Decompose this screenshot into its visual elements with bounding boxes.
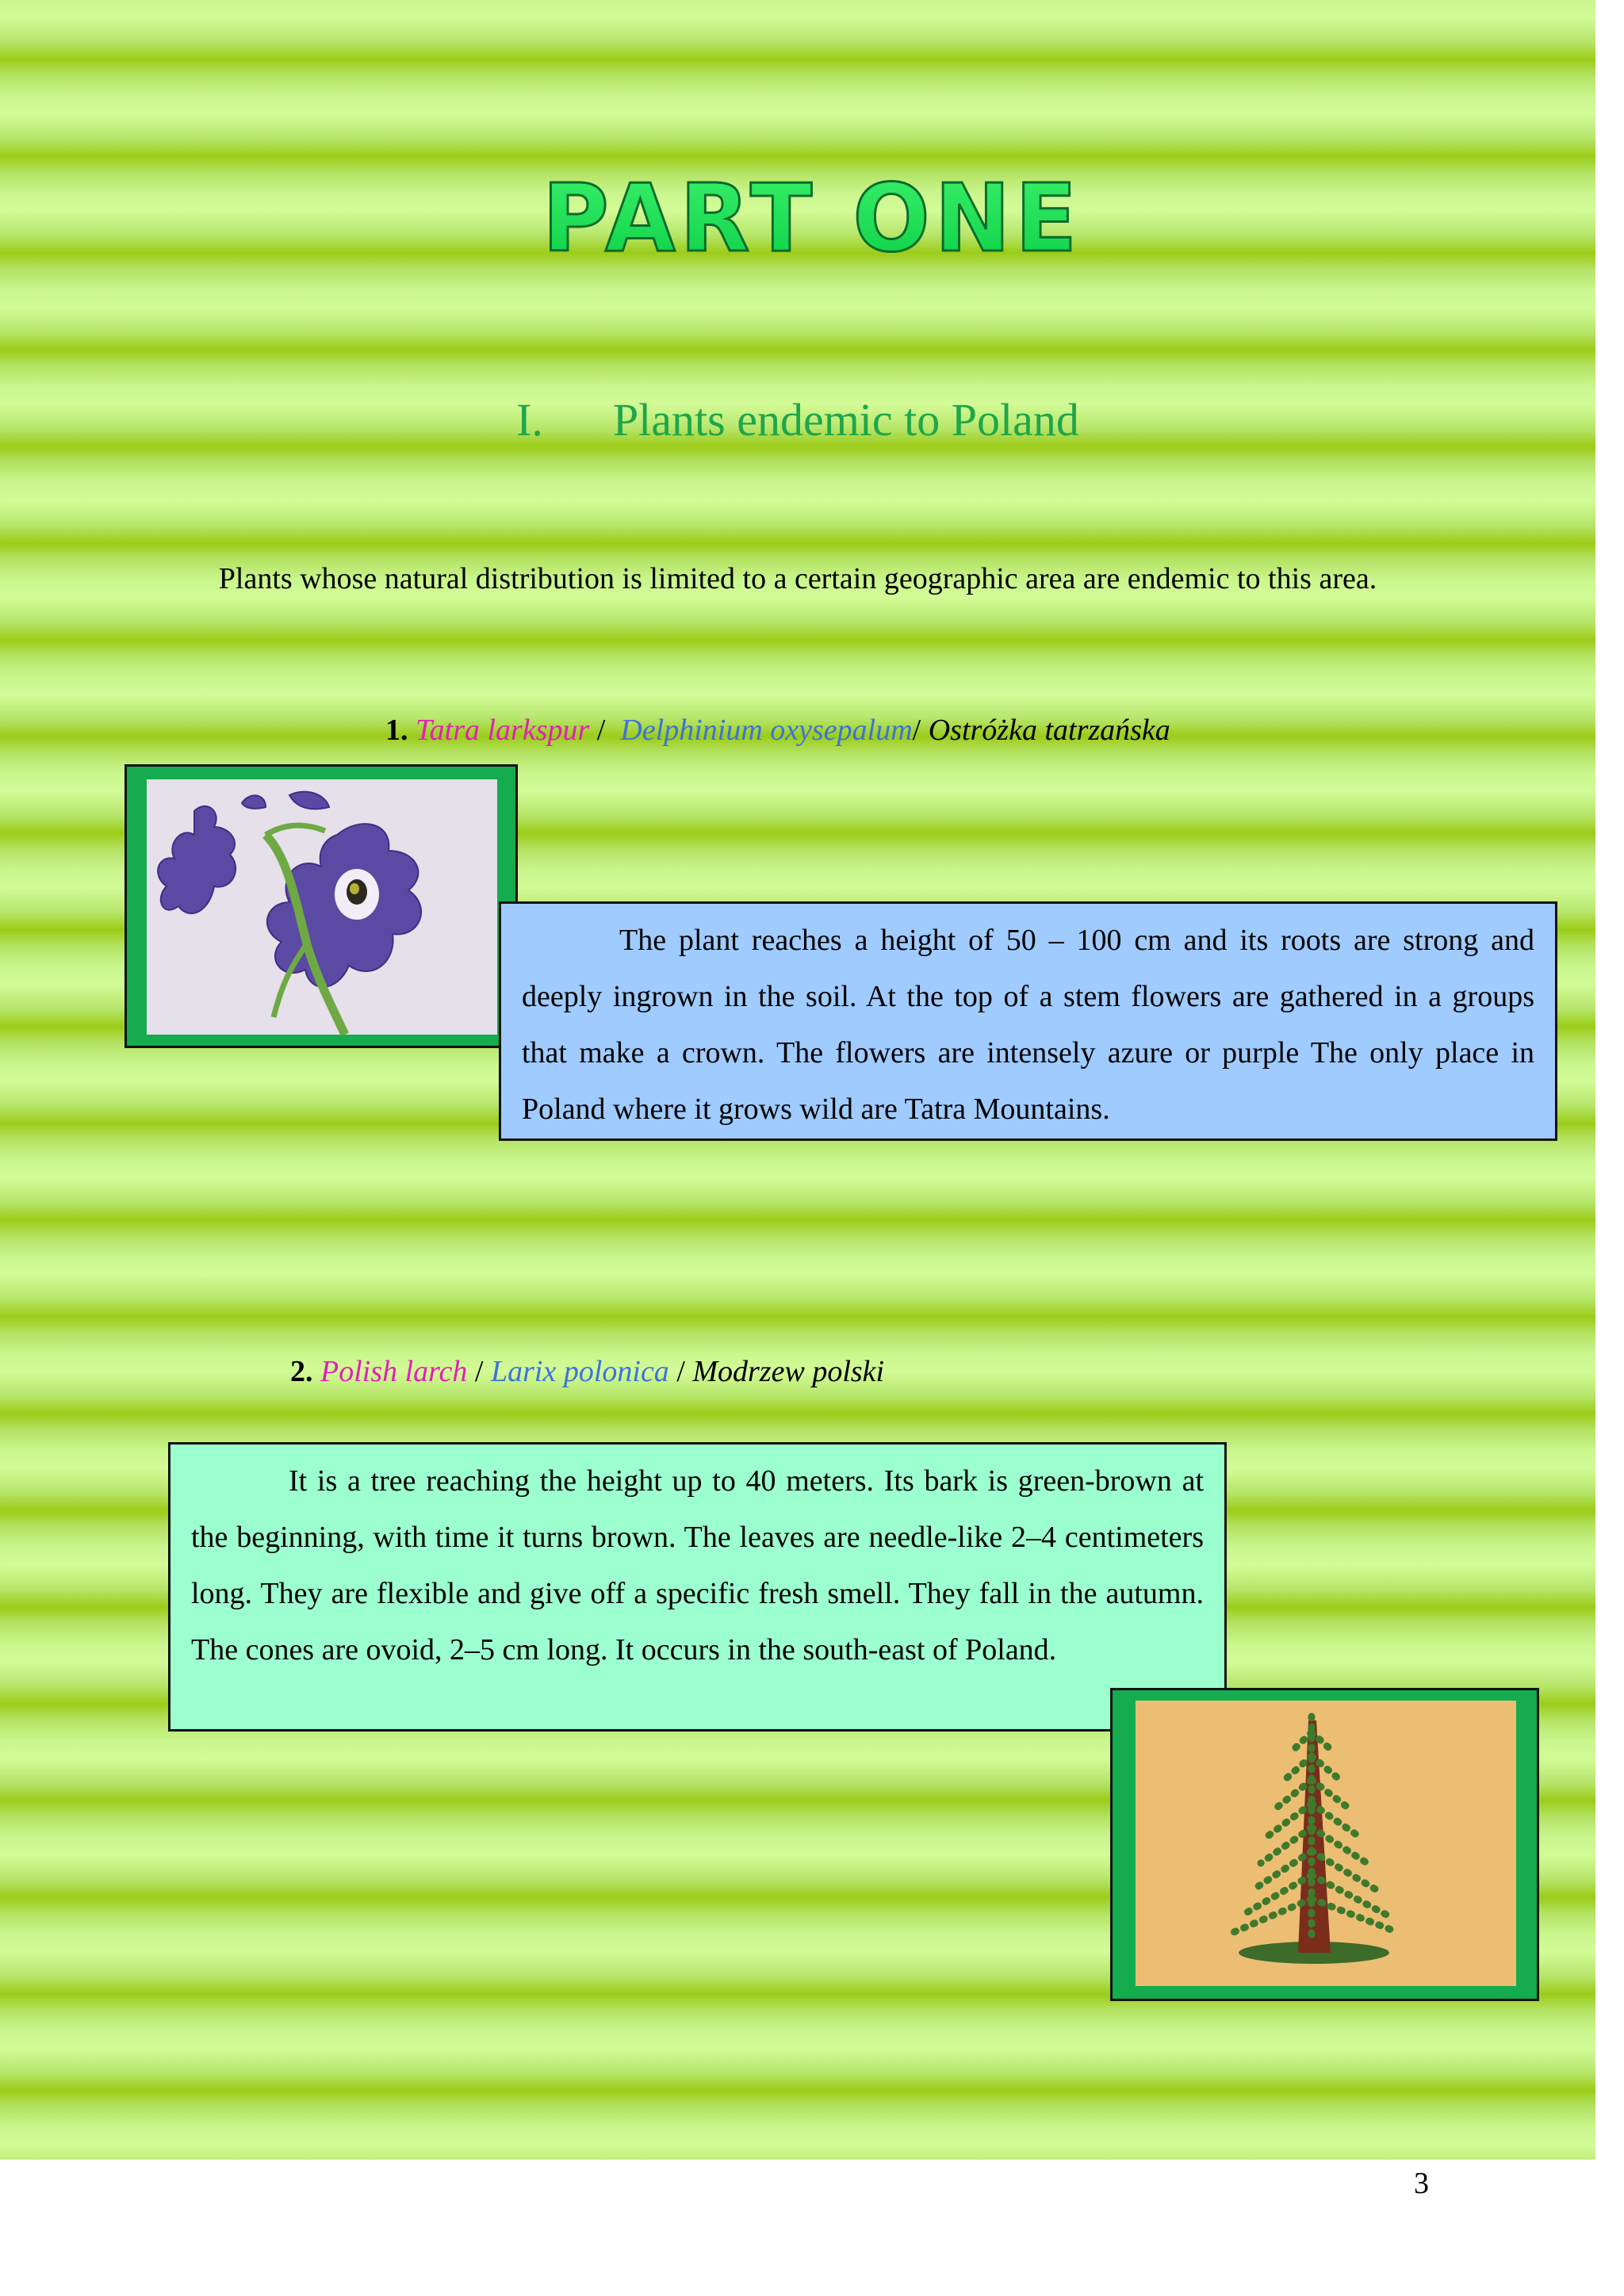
plant-1-heading: 1. Tatra larkspur / Delphinium oxysepalum/ Ostróżka tatrzańska xyxy=(385,714,1170,747)
larkspur-drawing xyxy=(147,779,497,1035)
svg-text:PART ONE: PART ONE xyxy=(542,166,1082,268)
plant-2-polish-name: Modrzew polski xyxy=(692,1355,885,1388)
section-title: Plants endemic to Poland xyxy=(612,394,1079,446)
plant-1-description: The plant reaches a height of 50 – 100 cm and its roots are strong and deeply ingrown in the soil. At the top of a stem flowers are gathered in a groups that make a crown. The flowers are intensely azure or purple The only place in Poland where it grows wild are Tatra Mountains. xyxy=(522,924,1534,1126)
plant-1-number: 1. xyxy=(385,714,408,747)
plant-2-english-name: Polish larch xyxy=(320,1355,468,1388)
section-number: I. xyxy=(516,394,543,446)
page-number: 3 xyxy=(1414,2167,1429,2200)
plant-1-description-box xyxy=(499,901,1557,1141)
larch-drawing xyxy=(1136,1701,1516,1986)
plant-2-description-box xyxy=(168,1442,1227,1732)
plant-2-description: It is a tree reaching the height up to 40 meters. Its bark is green-brown at the beginning, with time it turns brown. The leaves are needle-like 2–4 centimeters long. They are flexible and give off a specific fresh smell. They fall in the autumn. The cones are ovoid, 2–5 cm long. It occurs in the south-east of Poland. xyxy=(191,1464,1204,1667)
intro-paragraph: Plants whose natural distribution is limited to a certain geographic area are endemic to this area. xyxy=(218,562,1377,595)
plant-1-english-name: Tatra larkspur xyxy=(416,714,590,747)
section-heading xyxy=(0,393,1595,446)
plant-1-latin-name: Delphinium oxysepalum xyxy=(620,714,913,747)
larkspur-photo xyxy=(124,764,518,1048)
plant-2-heading: 2. Polish larch / Larix polonica / Modrzew polski xyxy=(290,1355,885,1388)
plant-1-polish-name: Ostróżka tatrzańska xyxy=(928,714,1170,747)
larch-photo xyxy=(1110,1688,1539,2001)
plant-2-latin-name: Larix polonica xyxy=(490,1355,669,1388)
plant-2-number: 2. xyxy=(290,1355,313,1388)
part-one-title xyxy=(536,166,1088,268)
